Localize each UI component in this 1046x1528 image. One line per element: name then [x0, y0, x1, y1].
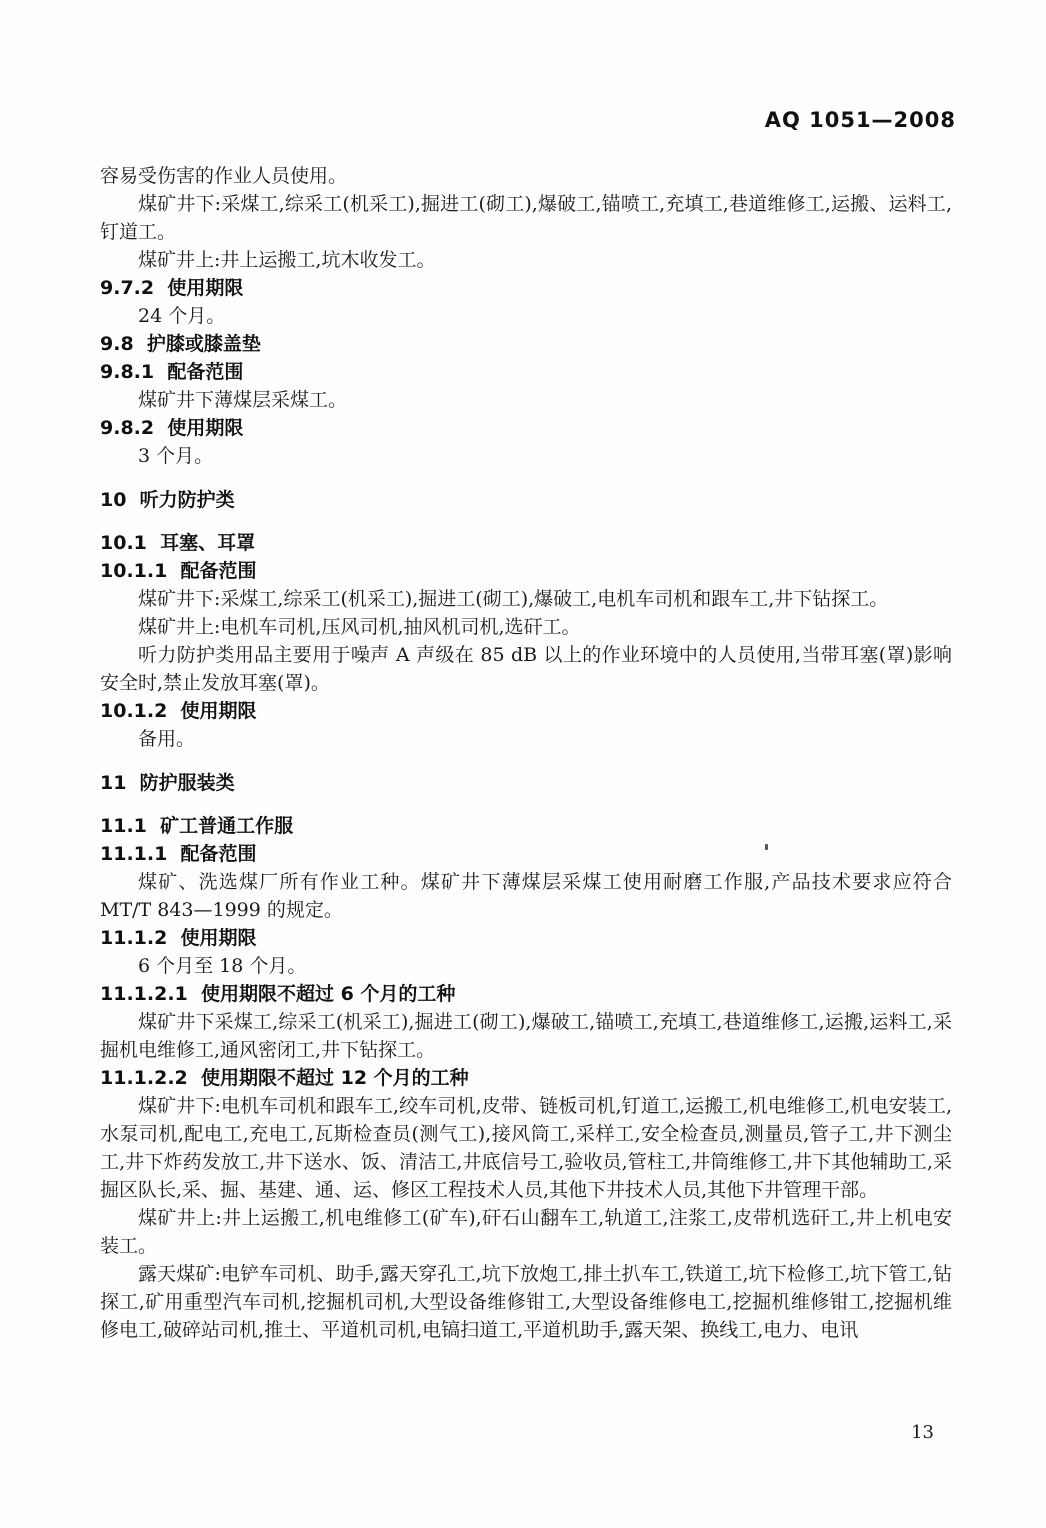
heading-10: 10 听力防护类 — [100, 489, 235, 511]
heading-9-7-2: 9.7.2 使用期限 — [100, 277, 244, 299]
page-number: 13 — [911, 1422, 934, 1443]
heading-9-8-2: 9.8.2 使用期限 — [100, 417, 244, 439]
heading-11-1: 11.1 矿工普通工作服 — [100, 815, 294, 837]
standard-number-header: AQ 1051—2008 — [764, 108, 956, 132]
paragraph: 煤矿井下:采煤工,综采工(机采工),掘进工(砌工),爆破工,锚喷工,充填工,巷道维修工,运搬、运料工,钉道工。 — [100, 193, 952, 243]
paragraph: 6 个月至 18 个月。 — [138, 955, 307, 977]
paragraph: 煤矿井上:井上运搬工,坑木收发工。 — [138, 249, 436, 271]
heading-9-8-1: 9.8.1 配备范围 — [100, 361, 244, 383]
heading-11-1-1: 11.1.1 配备范围 — [100, 843, 257, 865]
paragraph: 24 个月。 — [138, 305, 226, 327]
scan-artifact-mark — [765, 844, 768, 850]
paragraph: 煤矿井上:电机车司机,压风司机,抽风机司机,选矸工。 — [138, 616, 581, 638]
paragraph: 容易受伤害的作业人员使用。 — [100, 165, 348, 187]
paragraph: 煤矿井下采煤工,综采工(机采工),掘进工(砌工),爆破工,锚喷工,充填工,巷道维修工,运搬,运料工,采掘机电维修工,通风密闭工,井下钻探工。 — [100, 1011, 952, 1061]
paragraph: 煤矿井下:电机车司机和跟车工,绞车司机,皮带、链板司机,钉道工,运搬工,机电维修工,机电安装工,水泵司机,配电工,充电工,瓦斯检查员(测气工),接风筒工,采样工,安全检查员,测量员,管子工,井下测尘工,井下炸药发放工,井下送水、饭、清洁工,井底信号工,验收员,管柱工,井筒维修工,井下其他辅助工,采掘区队长,采、掘、基建、通、运、修区工程技术人员,其他下井技术人员,其他下井管理干部。 — [100, 1095, 952, 1201]
heading-11-1-2-2: 11.1.2.2 使用期限不超过 12 个月的工种 — [100, 1067, 469, 1089]
heading-9-8: 9.8 护膝或膝盖垫 — [100, 333, 261, 355]
paragraph: 听力防护类用品主要用于噪声 A 声级在 85 dB 以上的作业环境中的人员使用,当带耳塞(罩)影响安全时,禁止发放耳塞(罩)。 — [100, 644, 952, 694]
paragraph: 煤矿、洗选煤厂所有作业工种。煤矿井下薄煤层采煤工使用耐磨工作服,产品技术要求应符合 MT/T 843—1999 的规定。 — [100, 871, 952, 921]
paragraph: 煤矿井下薄煤层采煤工。 — [138, 389, 348, 411]
document-body — [100, 162, 952, 1344]
heading-10-1-2: 10.1.2 使用期限 — [100, 700, 257, 722]
paragraph: 煤矿井上:井上运搬工,机电维修工(矿车),矸石山翻车工,轨道工,注浆工,皮带机选矸工,井上机电安装工。 — [100, 1207, 952, 1257]
heading-11-1-2: 11.1.2 使用期限 — [100, 927, 257, 949]
heading-11-1-2-1: 11.1.2.1 使用期限不超过 6 个月的工种 — [100, 983, 456, 1005]
paragraph: 备用。 — [138, 728, 196, 750]
paragraph: 煤矿井下:采煤工,综采工(机采工),掘进工(砌工),爆破工,电机车司机和跟车工,井下钻探工。 — [138, 588, 889, 610]
heading-11: 11 防护服装类 — [100, 772, 235, 794]
heading-10-1-1: 10.1.1 配备范围 — [100, 560, 257, 582]
paragraph: 3 个月。 — [138, 445, 214, 467]
paragraph: 露天煤矿:电铲车司机、助手,露天穿孔工,坑下放炮工,排土扒车工,铁道工,坑下检修工,坑下管工,钻探工,矿用重型汽车司机,挖掘机司机,大型设备维修钳工,大型设备维修电工,挖掘机维修钳工,挖掘机维修电工,破碎站司机,推土、平道机司机,电镐扫道工,平道机助手,露天架、换线工,电力、电讯 — [100, 1263, 952, 1341]
heading-10-1: 10.1 耳塞、耳罩 — [100, 532, 256, 554]
